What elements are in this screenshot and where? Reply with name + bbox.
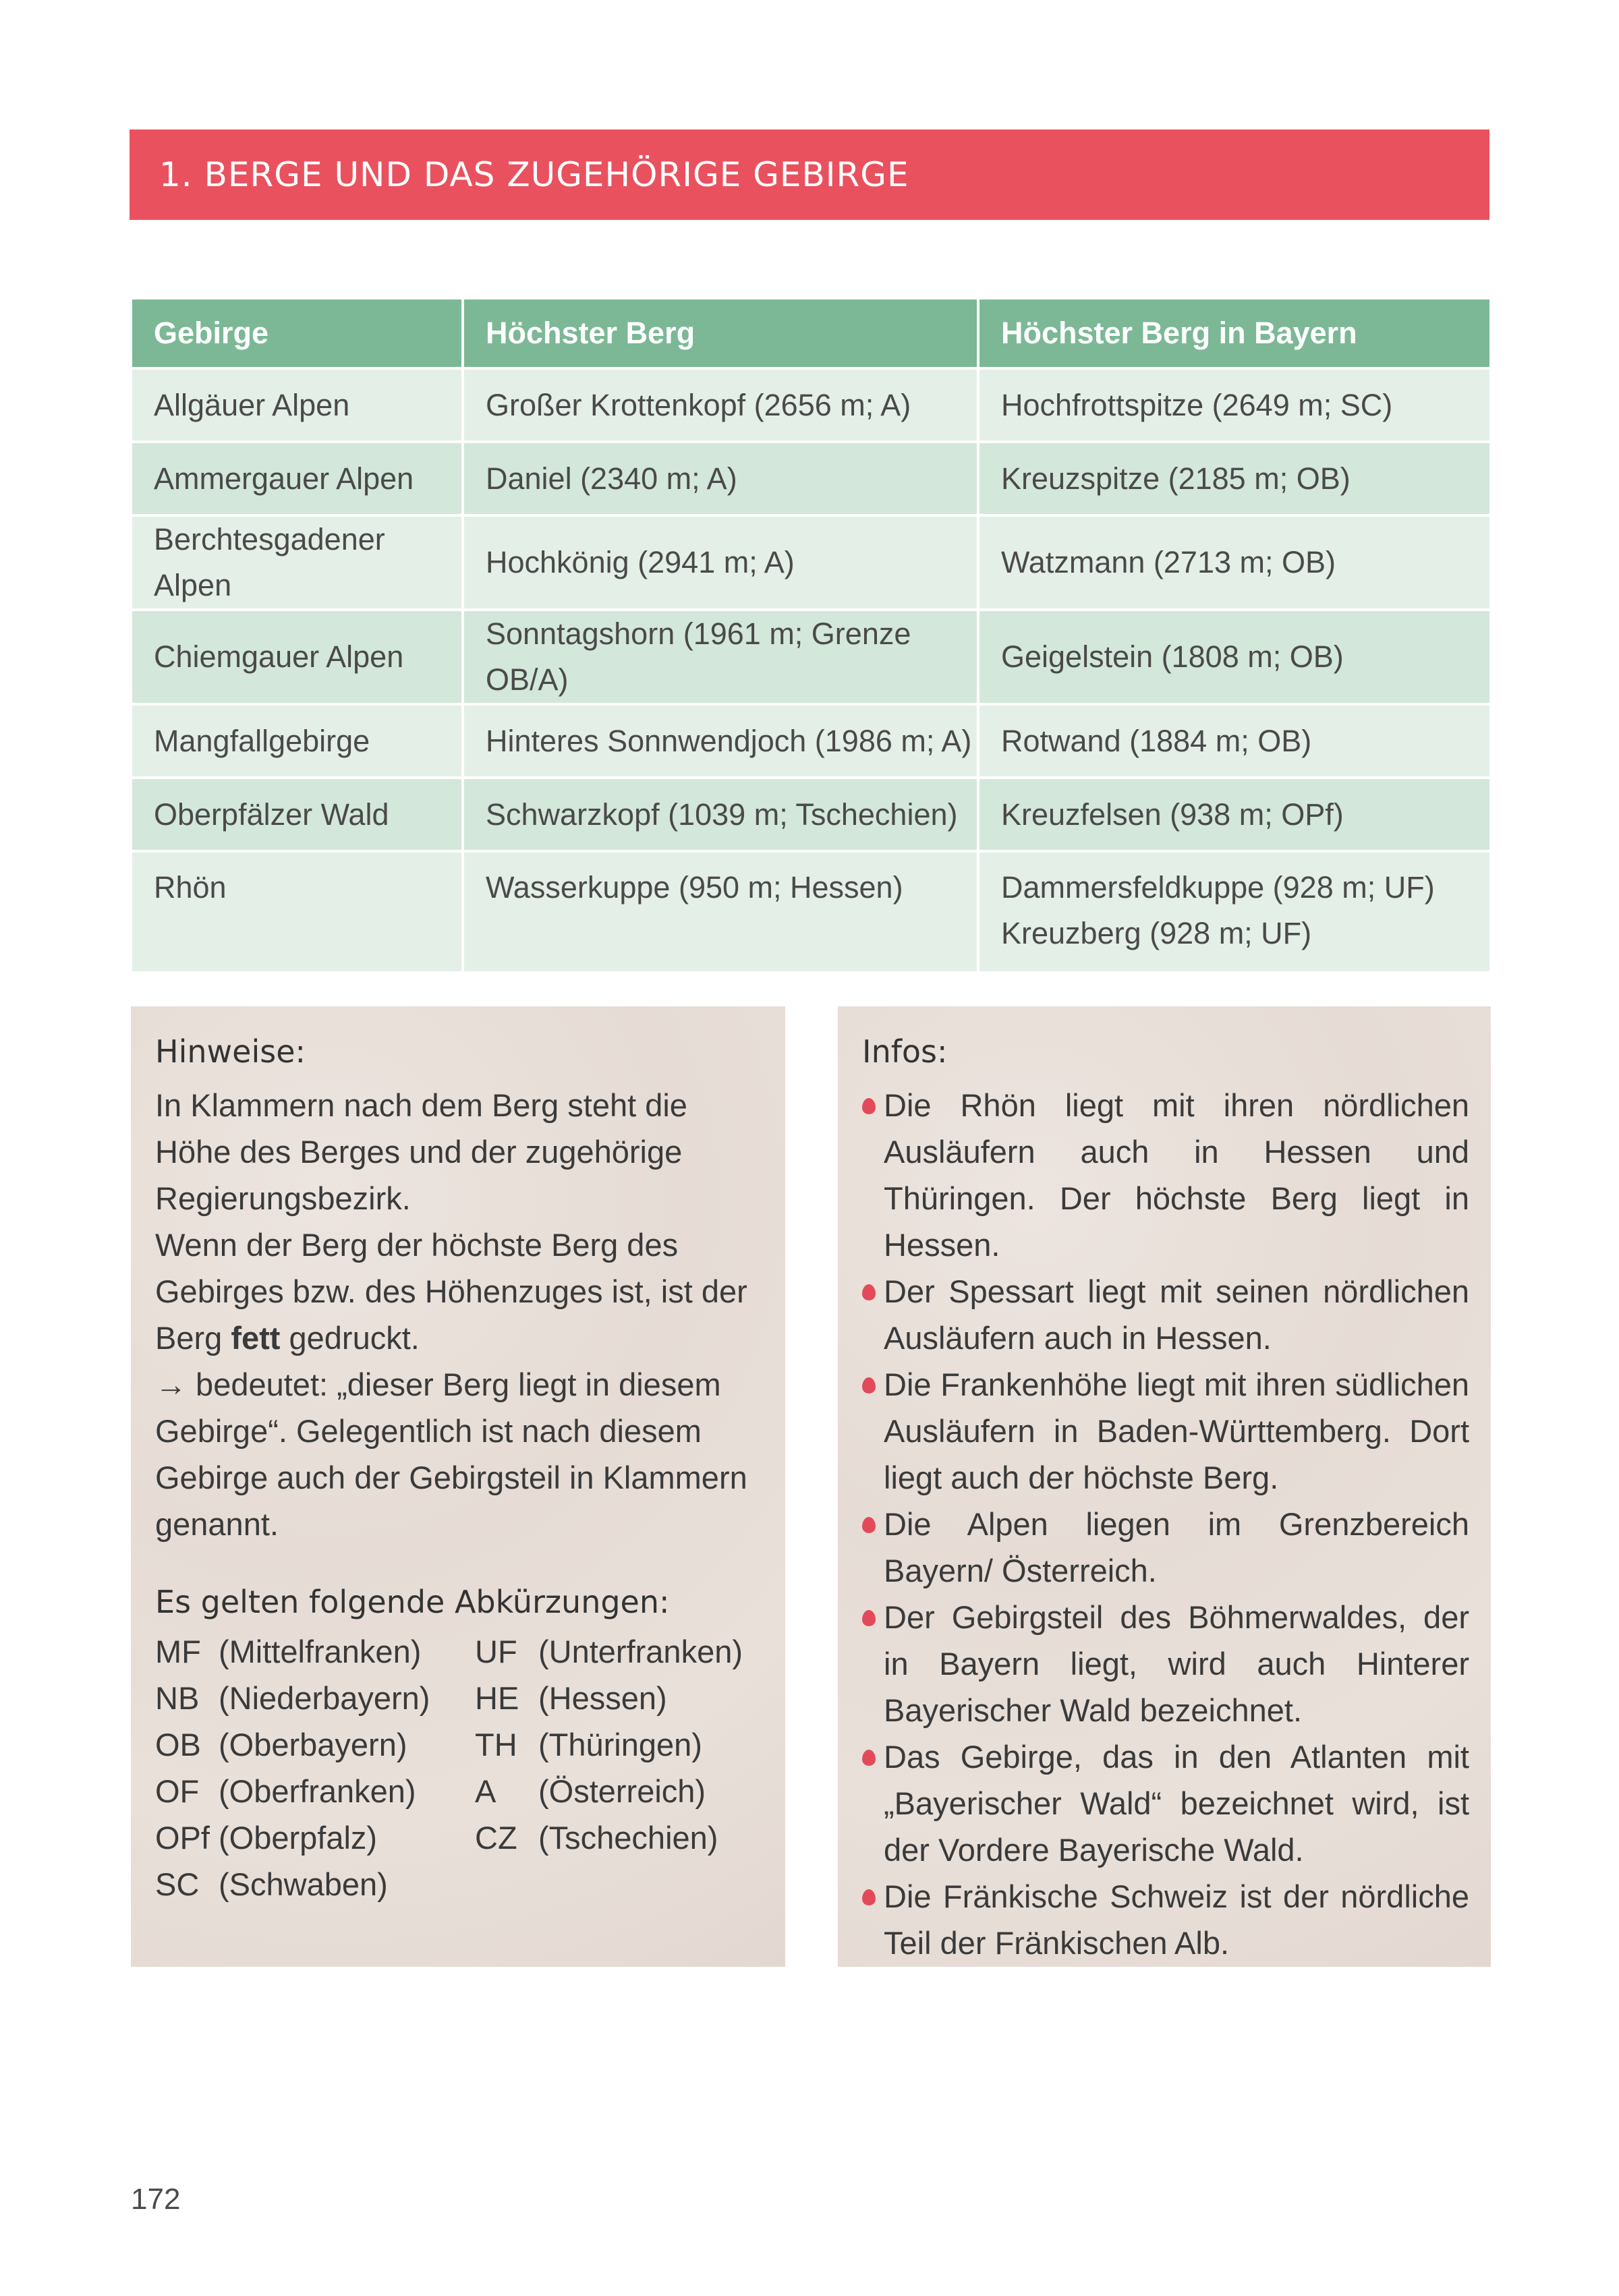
table-row [132,370,1489,440]
cell-hoechster-berg: Daniel (2340 m; A) [464,443,977,514]
abbr-key: SC [155,1866,200,1902]
list-item [862,1873,1469,1966]
list-item [862,1082,1469,1268]
hinweise-paragraph: → bedeutet: „dieser Berg liegt in diesem Gebirge“. Gelegentlich ist nach diesem Gebirge auch der Gebirgsteil in Klammern genannt. [155,1367,747,1542]
hinweise-paragraph [155,1222,764,1361]
table-row [132,611,1489,703]
list-item [862,1361,1469,1501]
bullet-icon [862,1517,876,1533]
table-row [132,443,1489,514]
infos-box [838,1006,1491,1967]
cell-line: Kreuzberg (928 m; UF) [1001,916,1312,950]
cell-hoechster-berg-bayern: Rotwand (1884 m; OB) [979,706,1489,776]
abbr-key: A [475,1773,496,1809]
table-row [132,853,1489,971]
infos-list [862,1082,1469,1966]
abbr-key: OB [155,1727,201,1762]
abbr-value: (Tschechien) [538,1820,718,1856]
table-row [132,779,1489,850]
header-hoechster-berg: Höchster Berg [464,299,977,367]
cell-gebirge: Berchtesgadener Alpen [132,517,461,608]
hinweise-box [131,1006,785,1967]
cell-hoechster-berg: Schwarzkopf (1039 m; Tschechien) [464,779,977,850]
abbr-key: UF [475,1634,517,1669]
abbr-key: CZ [475,1820,517,1856]
list-item [862,1501,1469,1594]
abbr-value: (Oberpfalz) [219,1820,378,1856]
bullet-icon [862,1610,876,1626]
hinweise-text: gedruckt. [280,1320,420,1356]
abbr-value: (Thüringen) [538,1727,702,1762]
cell-gebirge: Chiemgauer Alpen [132,611,461,703]
abbr-value: (Niederbayern) [219,1680,430,1716]
abbr-value [538,1861,781,1907]
abbr-value: (Oberfranken) [219,1773,416,1809]
page-number: 172 [131,2183,181,2216]
bullet-icon [862,1889,876,1905]
bullet-icon [862,1284,876,1300]
info-text: Die Rhön liegt mit ihren nördlichen Ausläufern auch in Hessen und Thüringen. Der höchste Berg liegt in Hessen. [884,1087,1469,1263]
hinweise-title: Hinweise: [155,1033,306,1070]
abbr-value: (Unterfranken) [538,1634,743,1669]
bullet-icon [862,1750,876,1766]
infos-title: Infos: [862,1033,948,1070]
bullet-icon [862,1377,876,1394]
cell-hoechster-berg: Hinteres Sonnwendjoch (1986 m; A) [464,706,977,776]
cell-gebirge: Mangfallgebirge [132,706,461,776]
abbr-key: MF [155,1634,201,1669]
cell-hoechster-berg: Großer Krottenkopf (2656 m; A) [464,370,977,440]
abbr-value: (Oberbayern) [219,1727,407,1762]
abbr-value: (Österreich) [538,1773,706,1809]
cell-gebirge: Allgäuer Alpen [132,370,461,440]
cell-gebirge: Rhön [132,853,461,971]
info-text: Der Gebirgsteil des Böhmerwaldes, der in Bayern liegt, wird auch Hinterer Bayerischer Wald bezeichnet. [884,1599,1469,1728]
list-item [862,1733,1469,1873]
header-hoechster-berg-bayern: Höchster Berg in Bayern [979,299,1489,367]
abbr-value: (Schwaben) [219,1866,388,1902]
abbr-key: OPf [155,1820,210,1856]
cell-hoechster-berg: Sonntagshorn (1961 m; Grenze OB/A) [464,611,977,703]
info-text: Die Frankenhöhe liegt mit ihren südlichen Ausläufern in Baden-Württemberg. Dort liegt auch der höchste Berg. [884,1367,1469,1495]
info-text: Das Gebirge, das in den Atlanten mit „Bayerischer Wald“ bezeichnet wird, ist der Vordere Bayerische Wald. [884,1739,1469,1868]
abbr-key: TH [475,1727,517,1762]
abbreviations-list [155,1628,764,1907]
section-title: 1. BERGE UND DAS ZUGEHÖRIGE GEBIRGE [159,155,909,194]
hinweise-bold-text: fett [231,1320,281,1356]
info-text: Der Spessart liegt mit seinen nördlichen Ausläufern auch in Hessen. [884,1273,1469,1356]
section-title-bar [130,130,1489,220]
abbreviations-title: Es gelten folgende Abkürzungen: [155,1584,670,1620]
mountains-table [130,297,1492,974]
cell-gebirge: Oberpfälzer Wald [132,779,461,850]
abbr-key: NB [155,1680,200,1716]
cell-line: Dammersfeldkuppe (928 m; UF) [1001,870,1435,905]
abbr-key: HE [475,1680,519,1716]
cell-hoechster-berg-bayern: Kreuzspitze (2185 m; OB) [979,443,1489,514]
abbr-value: (Mittelfranken) [219,1634,422,1669]
cell-hoechster-berg-bayern: Kreuzfelsen (938 m; OPf) [979,779,1489,850]
info-text: Die Alpen liegen im Grenzbereich Bayern/ Österreich. [884,1506,1469,1588]
list-item [862,1594,1469,1733]
info-text: Die Fränkische Schweiz ist der nördliche Teil der Fränkischen Alb. [884,1878,1469,1961]
cell-gebirge: Ammergauer Alpen [132,443,461,514]
bullet-icon [862,1098,876,1114]
cell-hoechster-berg-bayern [979,853,1489,971]
cell-hoechster-berg: Wasserkuppe (950 m; Hessen) [464,853,977,971]
cell-hoechster-berg-bayern: Watzmann (2713 m; OB) [979,517,1489,608]
table-header-row [132,299,1489,367]
header-gebirge: Gebirge [132,299,461,367]
hinweise-text: Wenn der Berg der höchste Berg des Gebirges bzw. des Höhenzuges ist, ist der Berg [155,1227,747,1356]
abbr-key [475,1861,538,1907]
cell-hoechster-berg-bayern: Hochfrottspitze (2649 m; SC) [979,370,1489,440]
abbr-key: OF [155,1773,200,1809]
cell-hoechster-berg: Hochkönig (2941 m; A) [464,517,977,608]
cell-hoechster-berg-bayern: Geigelstein (1808 m; OB) [979,611,1489,703]
table-row [132,517,1489,608]
abbr-value: (Hessen) [538,1680,667,1716]
table-row [132,706,1489,776]
hinweise-paragraph: In Klammern nach dem Berg steht die Höhe des Berges und der zugehörige Regierungsbezirk. [155,1087,687,1216]
list-item [862,1268,1469,1361]
